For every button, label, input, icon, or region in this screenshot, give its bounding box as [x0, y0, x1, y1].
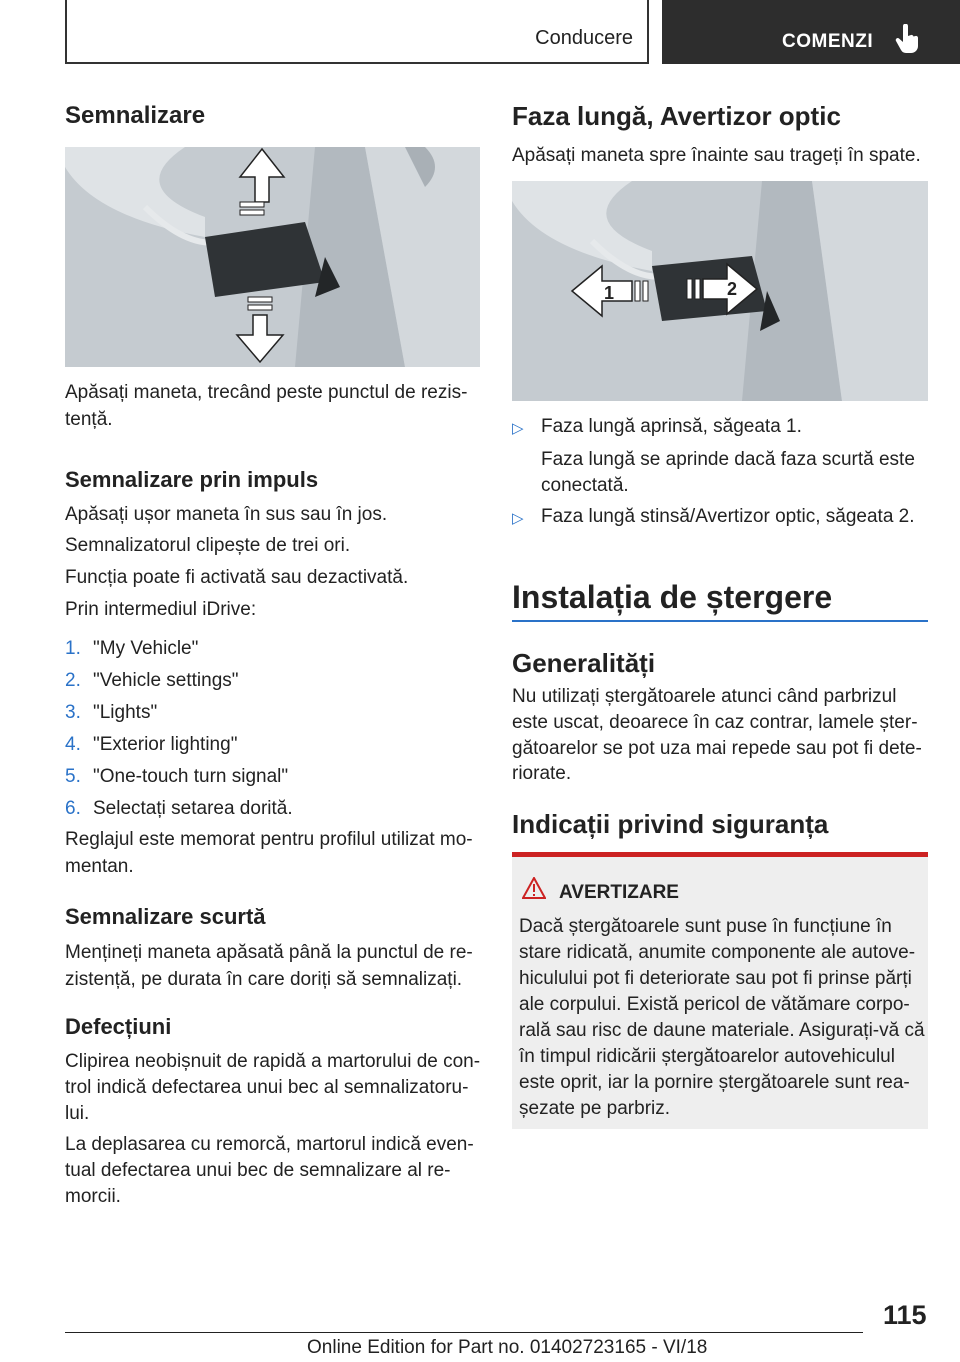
text-def-2: trol indică defectarea unui bec al semnalizatoru- — [65, 1077, 469, 1098]
warning-line: în timpul ridicării ștergătoarelor autovehiculul — [519, 1046, 895, 1067]
step-text: "Vehicle settings" — [93, 670, 239, 691]
turn-signal-illustration — [65, 147, 480, 367]
footer-divider — [65, 1332, 863, 1333]
text-def-3: lui. — [65, 1103, 90, 1124]
warning-line: rală sau risc de daune materiale. Asigurați-vă că — [519, 1020, 925, 1041]
warning-line: șezate pe parbriz. — [519, 1098, 671, 1119]
step-text: "Exterior lighting" — [93, 734, 238, 755]
text-gen-4: riorate. — [512, 763, 572, 784]
arrow-2-label: 2 — [727, 279, 738, 299]
header-chapter-label: COMENZI — [782, 31, 874, 52]
step-number: 1. — [65, 638, 81, 659]
warning-body — [519, 914, 925, 1122]
heading-indicatii-siguranta: Indicații privind siguranța — [512, 809, 829, 839]
bullet-marker: ▷ — [512, 510, 524, 527]
heading-generalitati: Generalități — [512, 648, 656, 678]
step-number: 5. — [65, 766, 81, 787]
warning-line: Dacă ștergătoarele sunt puse în funcțiune în — [519, 916, 892, 937]
warning-line: hiculului pot fi deteriorate sau pot fi prinse părți — [519, 968, 912, 989]
warning-triangle-icon — [522, 877, 546, 899]
bullet-1-sub-1: Faza lungă se aprinde dacă faza scurtă este — [541, 449, 915, 470]
warning-title: AVERTIZARE — [559, 882, 679, 903]
heading-semnalizare: Semnalizare — [65, 102, 206, 129]
high-beam-illustration — [512, 181, 928, 401]
heading-semnalizare-scurta: Semnalizare scurtă — [65, 904, 266, 929]
text-apasati-line1: Apăsați maneta, trecând peste punctul de rezis- — [65, 382, 468, 403]
text-scurta-2: zistență, pe durata în care doriți să semnalizați. — [65, 969, 463, 990]
warning-line: stare ridicată, anumite componente ale autove- — [519, 942, 916, 963]
step-text: "One-touch turn signal" — [93, 766, 289, 787]
text-reglaj-1: Reglajul este memorat pentru profilul utilizat mo- — [65, 829, 473, 850]
bullet-1-text: Faza lungă aprinsă, săgeata 1. — [541, 416, 802, 437]
text-def-4: La deplasarea cu remorcă, martorul indică even- — [65, 1134, 474, 1155]
warning-box — [512, 852, 928, 1129]
footer-edition: Online Edition for Part no. 01402723165 - VI/18 — [307, 1337, 708, 1358]
step-number: 6. — [65, 798, 81, 819]
page-number: 115 — [883, 1300, 927, 1330]
step-number: 3. — [65, 702, 81, 723]
heading-defectiuni: Defecțiuni — [65, 1014, 172, 1039]
heading-semnalizare-impuls: Semnalizare prin impuls — [65, 467, 319, 492]
step-text: Selectați setarea dorită. — [93, 798, 293, 819]
header-chapter-tab — [662, 0, 960, 64]
text-reglaj-2: mentan. — [65, 856, 134, 877]
text-def-6: morcii. — [65, 1186, 121, 1207]
text-impuls-3: Funcția poate fi activată sau dezactivată. — [65, 567, 409, 588]
text-impuls-4: Prin intermediul iDrive: — [65, 599, 257, 620]
step-text: "My Vehicle" — [93, 638, 199, 659]
text-gen-1: Nu utilizați ștergătoarele atunci când parbrizul — [512, 686, 897, 707]
text-gen-3: gătoarelor se pot uza mai repede sau pot fi dete- — [512, 738, 922, 759]
arrow-1-label: 1 — [604, 283, 615, 303]
bullet-2-text: Faza lungă stinsă/Avertizor optic, săgeata 2. — [541, 506, 915, 527]
text-scurta-1: Mențineți maneta apăsată până la punctul de re- — [65, 942, 473, 963]
heading-underline — [512, 620, 928, 622]
heading-faza-lunga: Faza lungă, Avertizor optic — [512, 101, 841, 131]
text-apasati-line2: tență. — [65, 409, 113, 430]
text-faza: Apăsați maneta spre înainte sau trageți în spate. — [512, 145, 921, 166]
heading-instalatia-stergere: Instalația de ștergere — [512, 579, 833, 615]
text-gen-2: este uscat, deoarece în caz contrar, lamele șter- — [512, 712, 918, 733]
pointing-hand-icon — [895, 24, 921, 54]
step-number: 2. — [65, 670, 81, 691]
bullet-marker: ▷ — [512, 420, 524, 437]
step-text: "Lights" — [93, 702, 158, 723]
text-impuls-1: Apăsați ușor maneta în sus sau în jos. — [65, 504, 388, 525]
warning-line: este oprit, iar la pornire ștergătoarele sunt rea- — [519, 1072, 910, 1093]
bullet-1-sub-2: conectată. — [541, 475, 629, 496]
text-def-5: tual defectarea unui bec de semnalizare al re- — [65, 1160, 451, 1181]
header-section-label: Conducere — [535, 27, 633, 49]
text-def-1: Clipirea neobișnuit de rapidă a martorului de con- — [65, 1051, 481, 1072]
warning-line: ale corpului. Există pericol de vătămare corpo- — [519, 994, 910, 1015]
header-section-tab — [65, 0, 649, 64]
step-number: 4. — [65, 734, 81, 755]
text-impuls-2: Semnalizatorul clipește de trei ori. — [65, 535, 351, 556]
